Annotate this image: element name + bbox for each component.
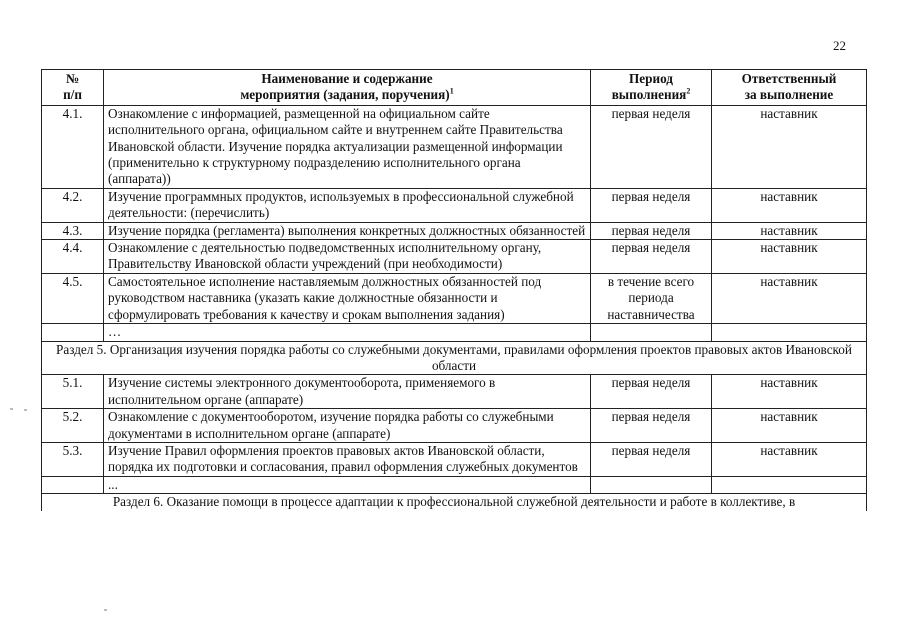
header-period <box>591 70 712 106</box>
ellipsis-row <box>42 324 867 341</box>
row-period: первая неделя <box>591 375 712 409</box>
row-responsible: наставник <box>712 240 867 274</box>
section-6-title: Раздел 6. Оказание помощи в процессе адаптации к профессиональной служебной деятельности и работе в коллективе, в <box>42 494 867 511</box>
table-row <box>42 240 867 274</box>
ellipsis-responsible-cell <box>712 476 867 493</box>
page-number: 22 <box>833 38 846 53</box>
row-period: первая неделя <box>591 442 712 476</box>
ellipsis-text: … <box>104 324 591 341</box>
header-period-line2: выполнения <box>611 87 687 103</box>
section-heading-row <box>42 494 867 511</box>
row-period: первая неделя <box>591 105 712 188</box>
row-number: 5.1. <box>42 375 104 409</box>
row-activity: Изучение Правил оформления проектов правовых актов Ивановской области, порядка их подготовки и согласования, правил оформления служебных документов <box>104 442 591 476</box>
row-number: 4.5. <box>42 273 104 323</box>
row-activity: Изучение системы электронного документооборота, применяемого в исполнительном органе (аппарате) <box>104 375 591 409</box>
row-responsible: наставник <box>712 273 867 323</box>
row-responsible: наставник <box>712 409 867 443</box>
row-number: 4.1. <box>42 105 104 188</box>
header-name-line1: Наименование и содержание <box>261 71 433 86</box>
header-period-footnote: 2 <box>686 87 691 97</box>
ellipsis-text: ... <box>104 476 591 493</box>
row-activity: Ознакомление с информацией, размещенной на официальном сайте исполнительного органа, официальном сайте и внутреннем сайте Правительства Ивановской области. Изучение порядка актуализации размещенной информации (применительно к структурному подразделению исполнительного органа (аппарата)) <box>104 105 591 188</box>
row-period: первая неделя <box>591 222 712 239</box>
header-name-line2: мероприятия (задания, поручения) <box>240 87 450 103</box>
header-name-footnote: 1 <box>449 87 454 97</box>
mentoring-plan-table <box>41 69 867 511</box>
row-period: первая неделя <box>591 188 712 222</box>
ellipsis-responsible-cell <box>712 324 867 341</box>
row-period: первая неделя <box>591 409 712 443</box>
header-number <box>42 70 104 106</box>
section-heading-row <box>42 341 867 375</box>
header-name <box>104 70 591 106</box>
row-activity: Изучение программных продуктов, используемых в профессиональной служебной деятельности: (перечислить) <box>104 188 591 222</box>
row-responsible: наставник <box>712 442 867 476</box>
table-row <box>42 105 867 188</box>
row-number: 4.4. <box>42 240 104 274</box>
header-period-line1: Период <box>629 71 673 86</box>
ellipsis-row <box>42 476 867 493</box>
table-row <box>42 409 867 443</box>
table-row <box>42 188 867 222</box>
scan-speck <box>10 408 13 410</box>
scan-speck <box>104 609 107 611</box>
ellipsis-number-cell <box>42 324 104 341</box>
header-responsible-line2: за выполнение <box>744 87 834 103</box>
row-activity: Самостоятельное исполнение наставляемым должностных обязанностей под руководством наставника (указать какие должностные обязанности и сформулировать требования к качеству и срокам выполнения задания) <box>104 273 591 323</box>
row-responsible: наставник <box>712 188 867 222</box>
row-activity: Ознакомление с документооборотом, изучение порядка работы со служебными документами в исполнительном органе (аппарате) <box>104 409 591 443</box>
ellipsis-period-cell <box>591 324 712 341</box>
row-period: в течение всего периода наставничества <box>591 273 712 323</box>
header-responsible <box>712 70 867 106</box>
header-number-line1: № <box>65 71 80 86</box>
row-number: 5.3. <box>42 442 104 476</box>
table-row <box>42 273 867 323</box>
table-row <box>42 222 867 239</box>
row-number: 4.3. <box>42 222 104 239</box>
table-row <box>42 442 867 476</box>
ellipsis-period-cell <box>591 476 712 493</box>
row-number: 5.2. <box>42 409 104 443</box>
table-header-row <box>42 70 867 106</box>
row-activity: Изучение порядка (регламента) выполнения конкретных должностных обязанностей <box>104 222 591 239</box>
header-number-line2: п/п <box>63 87 82 103</box>
row-activity: Ознакомление с деятельностью подведомственных исполнительному органу, Правительству Ивановской области учреждений (при необходимости) <box>104 240 591 274</box>
table-row <box>42 375 867 409</box>
row-responsible: наставник <box>712 375 867 409</box>
row-responsible: наставник <box>712 222 867 239</box>
row-period: первая неделя <box>591 240 712 274</box>
section-5-title: Раздел 5. Организация изучения порядка работы со служебными документами, правилами оформления проектов правовых актов Ивановской области <box>42 341 867 375</box>
row-responsible: наставник <box>712 105 867 188</box>
row-number: 4.2. <box>42 188 104 222</box>
header-responsible-line1: Ответственный <box>741 71 837 86</box>
scan-speck <box>24 409 27 411</box>
ellipsis-number-cell <box>42 476 104 493</box>
